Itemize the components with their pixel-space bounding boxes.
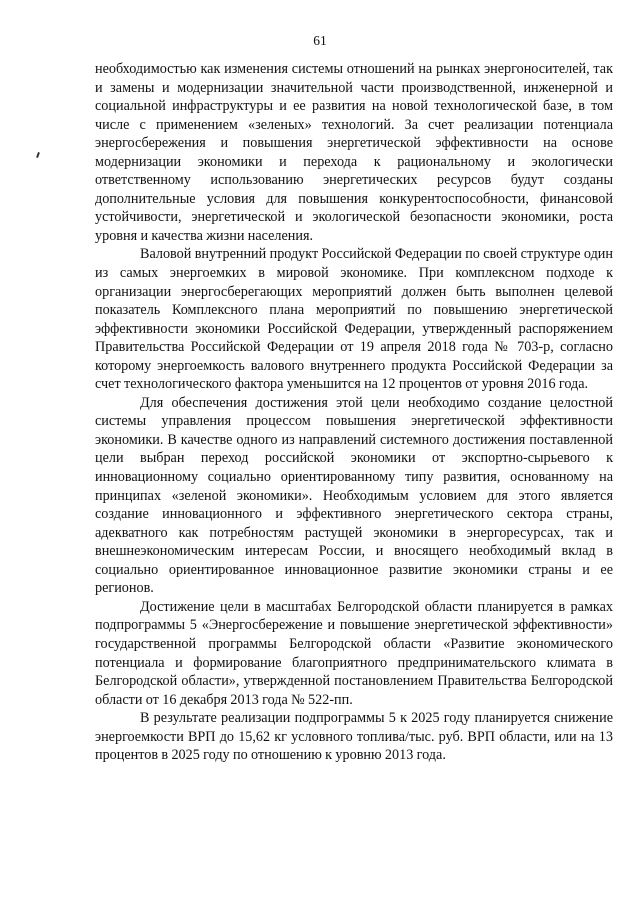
scan-mark	[36, 152, 40, 158]
paragraph-5: В результате реализации подпрограммы 5 к 2025 году планируется снижение энергоемкости ВРП до 15,62 кг условного топлива/тыс. руб. ВРП области, или на 13 процентов в 2025 году по отношению к уровню 2013 года.	[95, 710, 613, 764]
paragraph-3: Для обеспечения достижения этой цели необходимо создание целостной системы управления процессом повышения энергетической эффективности экономики. В качестве одного из направлений системного достижения поставленной цели выбран переход российской экономики от экспортно-сырьевого к инновационному социально ориентированному типу развития, основанному на принципах «зеленой экономики». Необходимым условием для этого является создание инновационного и эффективного энергетического сектора страны, адекватного как потребностям растущей экономики в энергоресурсах, так и внешнеэкономическим интересам России, и вносящего необходимый вклад в социально ориентированное инновационное развитие экономики страны и ее регионов.	[95, 394, 613, 597]
document-body	[95, 60, 613, 765]
paragraph-1: необходимостью как изменения системы отношений на рынках энергоносителей, так и замены и модернизации значительной части производственной, инженерной и социальной инфраструктуры и ее развития на новой технологической базе, в том числе с применением «зеленых» технологий. За счет реализации потенциала энергосбережения и повышения энергетической эффективности на основе модернизации экономики и перехода к рациональному и экологически ответственному использованию энергетических ресурсов будут созданы дополнительные условия для повышения конкурентоспособности, финансовой устойчивости, энергетической и экологической безопасности экономики, роста уровня и качества жизни населения.	[95, 61, 613, 244]
paragraph-2: Валовой внутренний продукт Российской Федерации по своей структуре один из самых энергоемких в мировой экономике. При комплексном подходе к организации энергосберегающих мероприятий должен быть выполнен целевой показатель Комплексного плана мероприятий по повышению энергетической эффективности экономики Российской Федерации, утвержденный распоряжением Правительства Российской Федерации от 19 апреля 2018 года № 703-р, согласно которому энергоемкость валового внутреннего продукта Российской Федерации за счет технологического фактора уменьшится на 12 процентов от уровня 2016 года.	[95, 246, 613, 393]
page-number: 61	[313, 33, 327, 48]
paragraph-4: Достижение цели в масштабах Белгородской области планируется в рамках подпрограммы 5 «Энергосбережение и повышение энергетической эффективности» государственной программы Белгородской области «Развитие экономического потенциала и формирование благоприятного предпринимательского климата в Белгородской области», утвержденной постановлением Правительства Белгородской области от 16 декабря 2013 года № 522-пп.	[95, 598, 613, 708]
